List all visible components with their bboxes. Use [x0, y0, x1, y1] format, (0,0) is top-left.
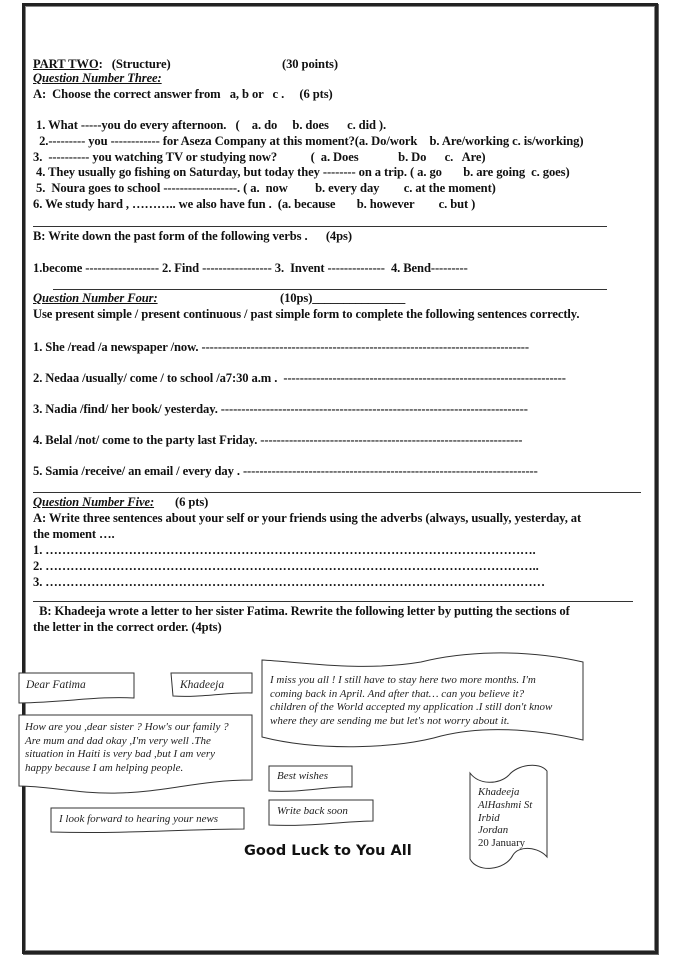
q4-item-3: 3. Nadia /find/ her book/ yesterday. --------------------------------------------------------------------------- [33, 402, 528, 416]
q4-item-2: 2. Nedaa /usually/ come / to school /a7:30 a.m . --------------------------------------------------------------------- [33, 371, 566, 385]
q5-b-instruction-2: the letter in the correct order. (4pts) [33, 620, 222, 634]
q3-b-items: 1.become ------------------ 2. Find ----------------- 3. Invent -------------- 4. Bend--------- [33, 261, 468, 275]
look-forward-card-text[interactable]: I look forward to hearing your news [59, 813, 219, 825]
q4-item-1: 1. She /read /a newspaper /now. -------------------------------------------------------------------------------- [33, 340, 529, 354]
q5-title: Question Number Five: [33, 495, 155, 509]
q4-instruction: Use present simple / present continuous / past simple form to complete the following sentences correctly. [33, 307, 580, 321]
q3-b-instruction: B: Write down the past form of the following verbs . (4ps) [33, 229, 352, 243]
address-card-text[interactable]: Khadeeja AlHashmi St Irbid Jordan 20 January [478, 786, 533, 850]
q4-item-4: 4. Belal /not/ come to the party last Friday. ---------------------------------------------------------------- [33, 433, 523, 447]
body-two-card-text[interactable]: I miss you all ! I still have to stay here two more months. I'm coming back in April. And after that… can you believe it? children of the World accepted my application .I still don't know where they are sending me but let's not worry about it. [270, 674, 553, 727]
q4-item-5: 5. Samia /receive/ an email / every day . ------------------------------------------------------------------------ [33, 464, 538, 478]
divider [53, 289, 607, 290]
q3-title: Question Number Three: [33, 71, 162, 85]
q5-points: (6 pts) [175, 495, 209, 509]
q5-answer-line-3[interactable]: 3. ………………………………………………………………………………………………………… [33, 575, 546, 589]
q5-a-instruction-2: the moment …. [33, 527, 115, 541]
q3-item-4: 4. They usually go fishing on Saturday, but today they -------- on a trip. ( a. go b. are going c. goes) [33, 165, 570, 179]
q4-points: (10ps)_______________ [280, 291, 406, 305]
divider [33, 492, 641, 493]
q3-item-6: 6. We study hard , ……….. we also have fun . (a. because b. however c. but ) [33, 197, 476, 211]
write-back-card-text[interactable]: Write back soon [277, 805, 348, 817]
divider [33, 601, 633, 602]
q5-answer-line-2[interactable]: 2. ……………………………………………………………………………………………………….. [33, 559, 539, 573]
q3-item-1: 1. What -----you do every afternoon. ( a. do b. does c. did ). [33, 118, 387, 132]
q3-a-instruction: A: Choose the correct answer from a, b or c . (6 pts) [33, 87, 333, 101]
q5-b-instruction-1: B: Khadeeja wrote a letter to her sister Fatima. Rewrite the following letter by putting the sections of [33, 604, 570, 618]
q4-title: Question Number Four: [33, 291, 158, 305]
part-heading: PART TWO: (Structure) [33, 57, 171, 71]
part-subtitle: (Structure) [111, 57, 171, 71]
divider [33, 226, 607, 227]
q3-item-5: 5. Noura goes to school ------------------. ( a. now b. every day c. at the moment) [33, 181, 496, 195]
part-label: PART TWO [33, 57, 99, 71]
signature-card-text[interactable]: Khadeeja [180, 679, 225, 691]
q5-answer-line-1[interactable]: 1. ………………………………………………………………………………………………………. [33, 543, 536, 557]
greeting-card-text[interactable]: Dear Fatima [26, 679, 86, 691]
best-wishes-card-text[interactable]: Best wishes [277, 770, 329, 782]
body-one-card-text[interactable]: How are you ,dear sister ? How's our family ? Are mum and dad okay ,I'm very well .The situation in Haiti is very bad ,but I am very happy because I am helping people. [25, 721, 229, 774]
q5-a-instruction-1: A: Write three sentences about your self or your friends using the adverbs (always, usually, yesterday, at [33, 511, 582, 525]
part-points: (30 points) [282, 57, 338, 71]
q3-item-2: 2.--------- you ------------ for Aseza Company at this moment?(a. Do/work b. Are/working c. is/working) [33, 134, 584, 148]
good-luck-footer: Good Luck to You All [244, 843, 412, 859]
q3-item-3: 3. ---------- you watching TV or studying now? ( a. Does b. Do c. Are) [33, 150, 486, 164]
